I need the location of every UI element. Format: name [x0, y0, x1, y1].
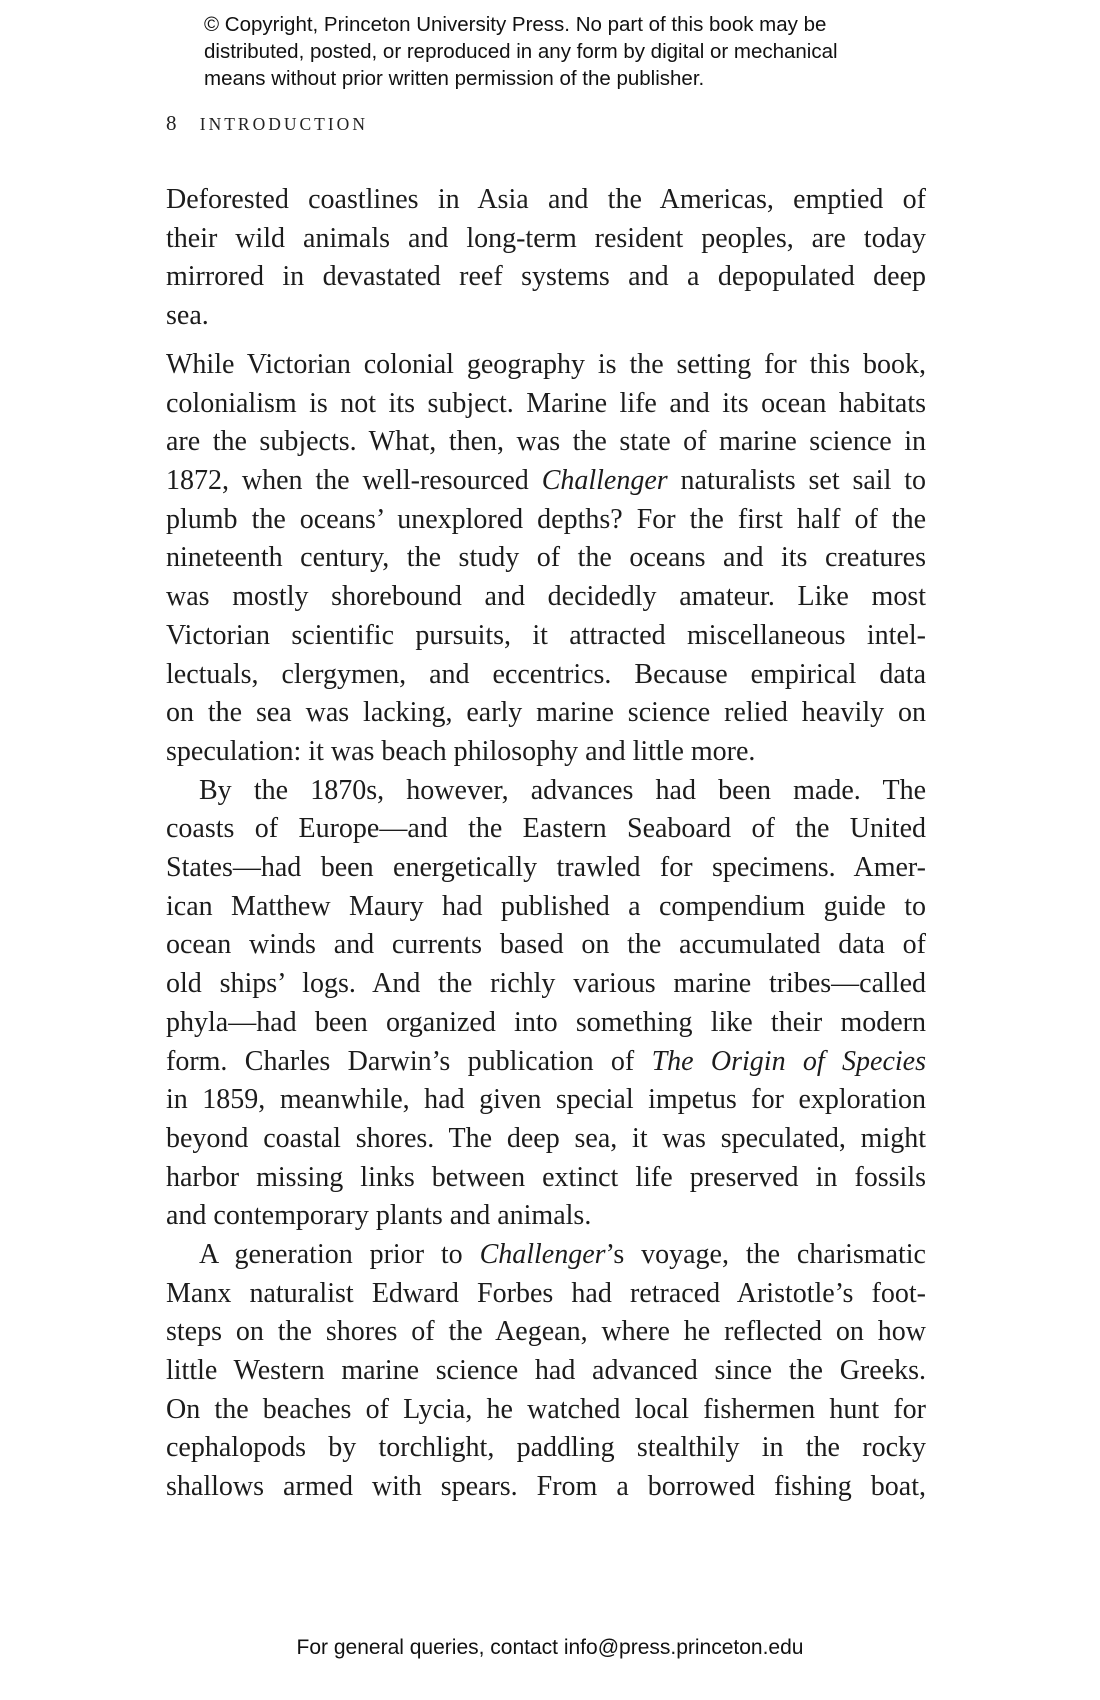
text-line [166, 1236, 926, 1275]
text-line: beyond coastal shores. The deep sea, it was speculated, might [166, 1122, 926, 1154]
text-line: mirrored in devastated reef systems and a depopulated deep [166, 261, 926, 293]
section-title: INTRODUCTION [199, 114, 368, 134]
text-run: 1872, when the well-resourced [166, 465, 542, 497]
copyright-line: means without prior written permission of the publisher. [204, 67, 705, 90]
text-line: nineteenth century, the study of the oceans and its creatures [166, 542, 926, 574]
text-run: ’s voyage, the charismatic [605, 1239, 926, 1270]
paragraph-4 [166, 1236, 926, 1507]
text-run: form. Charles Darwin’s publication of [166, 1045, 652, 1077]
text-line: plumb the oceans’ unexplored depths? For the first half of the [166, 503, 926, 535]
paragraph-3 [166, 772, 926, 1236]
text-line: Deforested coastlines in Asia and the Americas, emptied of [166, 184, 926, 215]
text-run: naturalists set sail to [667, 465, 927, 497]
text-line: colonialism is not its subject. Marine life and its ocean habitats [166, 387, 926, 419]
page-number: 8 [166, 111, 177, 135]
text-line: sea. [166, 300, 209, 332]
text-line: While Victorian colonial geography is the setting for this book, [166, 349, 926, 380]
text-line: coasts of Europe—and the Eastern Seaboard of the United [166, 813, 926, 845]
text-line: was mostly shorebound and decidedly amateur. Like most [166, 581, 926, 613]
text-line: On the beaches of Lycia, he watched local fishermen hunt for [166, 1393, 926, 1425]
paragraph-1 [166, 181, 926, 336]
text-line [166, 462, 926, 501]
text-line: are the subjects. What, then, was the state of marine science in [166, 426, 926, 458]
text-line: little Western marine science had advanced since the Greeks. [166, 1355, 926, 1387]
text-line: their wild animals and long-term resident peoples, are today [166, 222, 926, 254]
footer-contact: For general queries, contact info@press.princeton.edu [296, 1636, 804, 1659]
copyright-notice [204, 11, 924, 92]
text-line: in 1859, meanwhile, had given special impetus for exploration [166, 1084, 926, 1116]
text-line: phyla—had been organized into something like their modern [166, 1006, 926, 1038]
text-line: cephalopods by torchlight, paddling stealthily in the rocky [166, 1432, 926, 1464]
text-line: By the 1870s, however, advances had been made. The [199, 774, 926, 806]
text-line: shallows armed with spears. From a borrowed fishing boat, [166, 1471, 926, 1503]
text-line: lectuals, clergymen, and eccentrics. Because empirical data [166, 658, 926, 690]
text-line: steps on the shores of the Aegean, where he reflected on how [166, 1316, 926, 1348]
text-line: ocean winds and currents based on the accumulated data of [166, 929, 926, 961]
text-line: speculation: it was beach philosophy and little more. [166, 735, 756, 767]
text-line: Manx naturalist Edward Forbes had retraced Aristotle’s foot- [166, 1277, 926, 1309]
text-line [166, 1043, 926, 1082]
paragraph-2 [166, 346, 926, 772]
ship-name: Challenger [541, 465, 668, 497]
text-line: and contemporary plants and animals. [166, 1200, 592, 1232]
copyright-line: © Copyright, Princeton University Press. No part of this book may be [204, 13, 827, 36]
book-title: The Origin of Species [651, 1045, 926, 1077]
ship-name: Challenger [479, 1239, 606, 1270]
copyright-line: distributed, posted, or reproduced in any form by digital or mechanical [204, 40, 838, 63]
text-line: on the sea was lacking, early marine science relied heavily on [166, 697, 926, 729]
text-line: ican Matthew Maury had published a compendium guide to [166, 890, 926, 922]
text-run: A generation prior to [199, 1239, 480, 1270]
text-line: harbor missing links between extinct life preserved in fossils [166, 1161, 926, 1193]
text-line: States—had been energetically trawled for specimens. Amer- [166, 852, 926, 884]
text-line: old ships’ logs. And the richly various marine tribes—called [166, 968, 926, 1000]
text-line: Victorian scientific pursuits, it attracted miscellaneous intel- [166, 619, 926, 651]
running-head [166, 110, 368, 137]
